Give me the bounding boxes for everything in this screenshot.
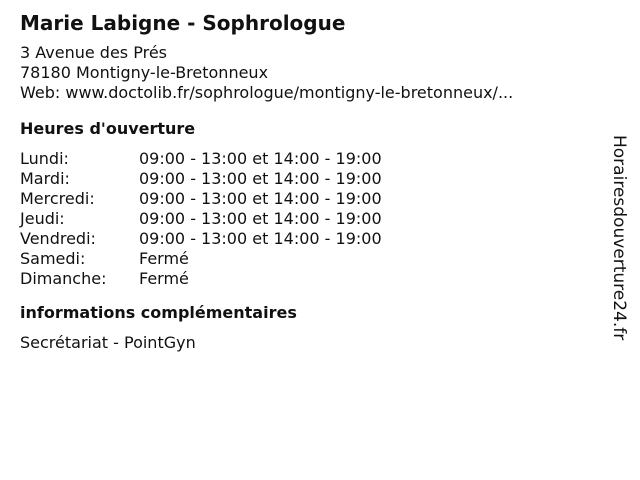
day-label: Lundi:: [20, 149, 69, 168]
hours-value: Fermé: [139, 249, 189, 268]
opening-hours-table: [20, 149, 580, 289]
street-address: 3 Avenue des Prés: [20, 43, 167, 62]
hours-value: 09:00 - 13:00 et 14:00 - 19:00: [139, 149, 382, 168]
hours-value: 09:00 - 13:00 et 14:00 - 19:00: [139, 189, 382, 208]
hours-row-monday: [20, 149, 580, 169]
hours-row-saturday: [20, 249, 580, 269]
address-block: [20, 43, 580, 103]
day-label: Vendredi:: [20, 229, 96, 248]
business-card: [20, 10, 580, 353]
site-watermark: Horairesdouverture24.fr: [609, 135, 629, 341]
page-title: Marie Labigne - Sophrologue: [20, 11, 346, 35]
day-label: Mercredi:: [20, 189, 95, 208]
hours-row-wednesday: [20, 189, 580, 209]
day-label: Jeudi:: [20, 209, 65, 228]
hours-value: Fermé: [139, 269, 189, 288]
day-label: Samedi:: [20, 249, 86, 268]
city-postal-code: 78180 Montigny-le-Bretonneux: [20, 63, 269, 82]
hours-value: 09:00 - 13:00 et 14:00 - 19:00: [139, 209, 382, 228]
hours-row-sunday: [20, 269, 580, 289]
opening-hours-heading: Heures d'ouverture: [20, 119, 196, 138]
day-label: Dimanche:: [20, 269, 107, 288]
website-text: Web: www.doctolib.fr/sophrologue/montigny-le-bretonneux/...: [20, 83, 514, 102]
hours-row-friday: [20, 229, 580, 249]
hours-value: 09:00 - 13:00 et 14:00 - 19:00: [139, 229, 382, 248]
hours-row-thursday: [20, 209, 580, 229]
additional-info-text: Secrétariat - PointGyn: [20, 333, 196, 352]
day-label: Mardi:: [20, 169, 70, 188]
hours-value: 09:00 - 13:00 et 14:00 - 19:00: [139, 169, 382, 188]
hours-row-tuesday: [20, 169, 580, 189]
additional-info-heading: informations complémentaires: [20, 303, 297, 322]
